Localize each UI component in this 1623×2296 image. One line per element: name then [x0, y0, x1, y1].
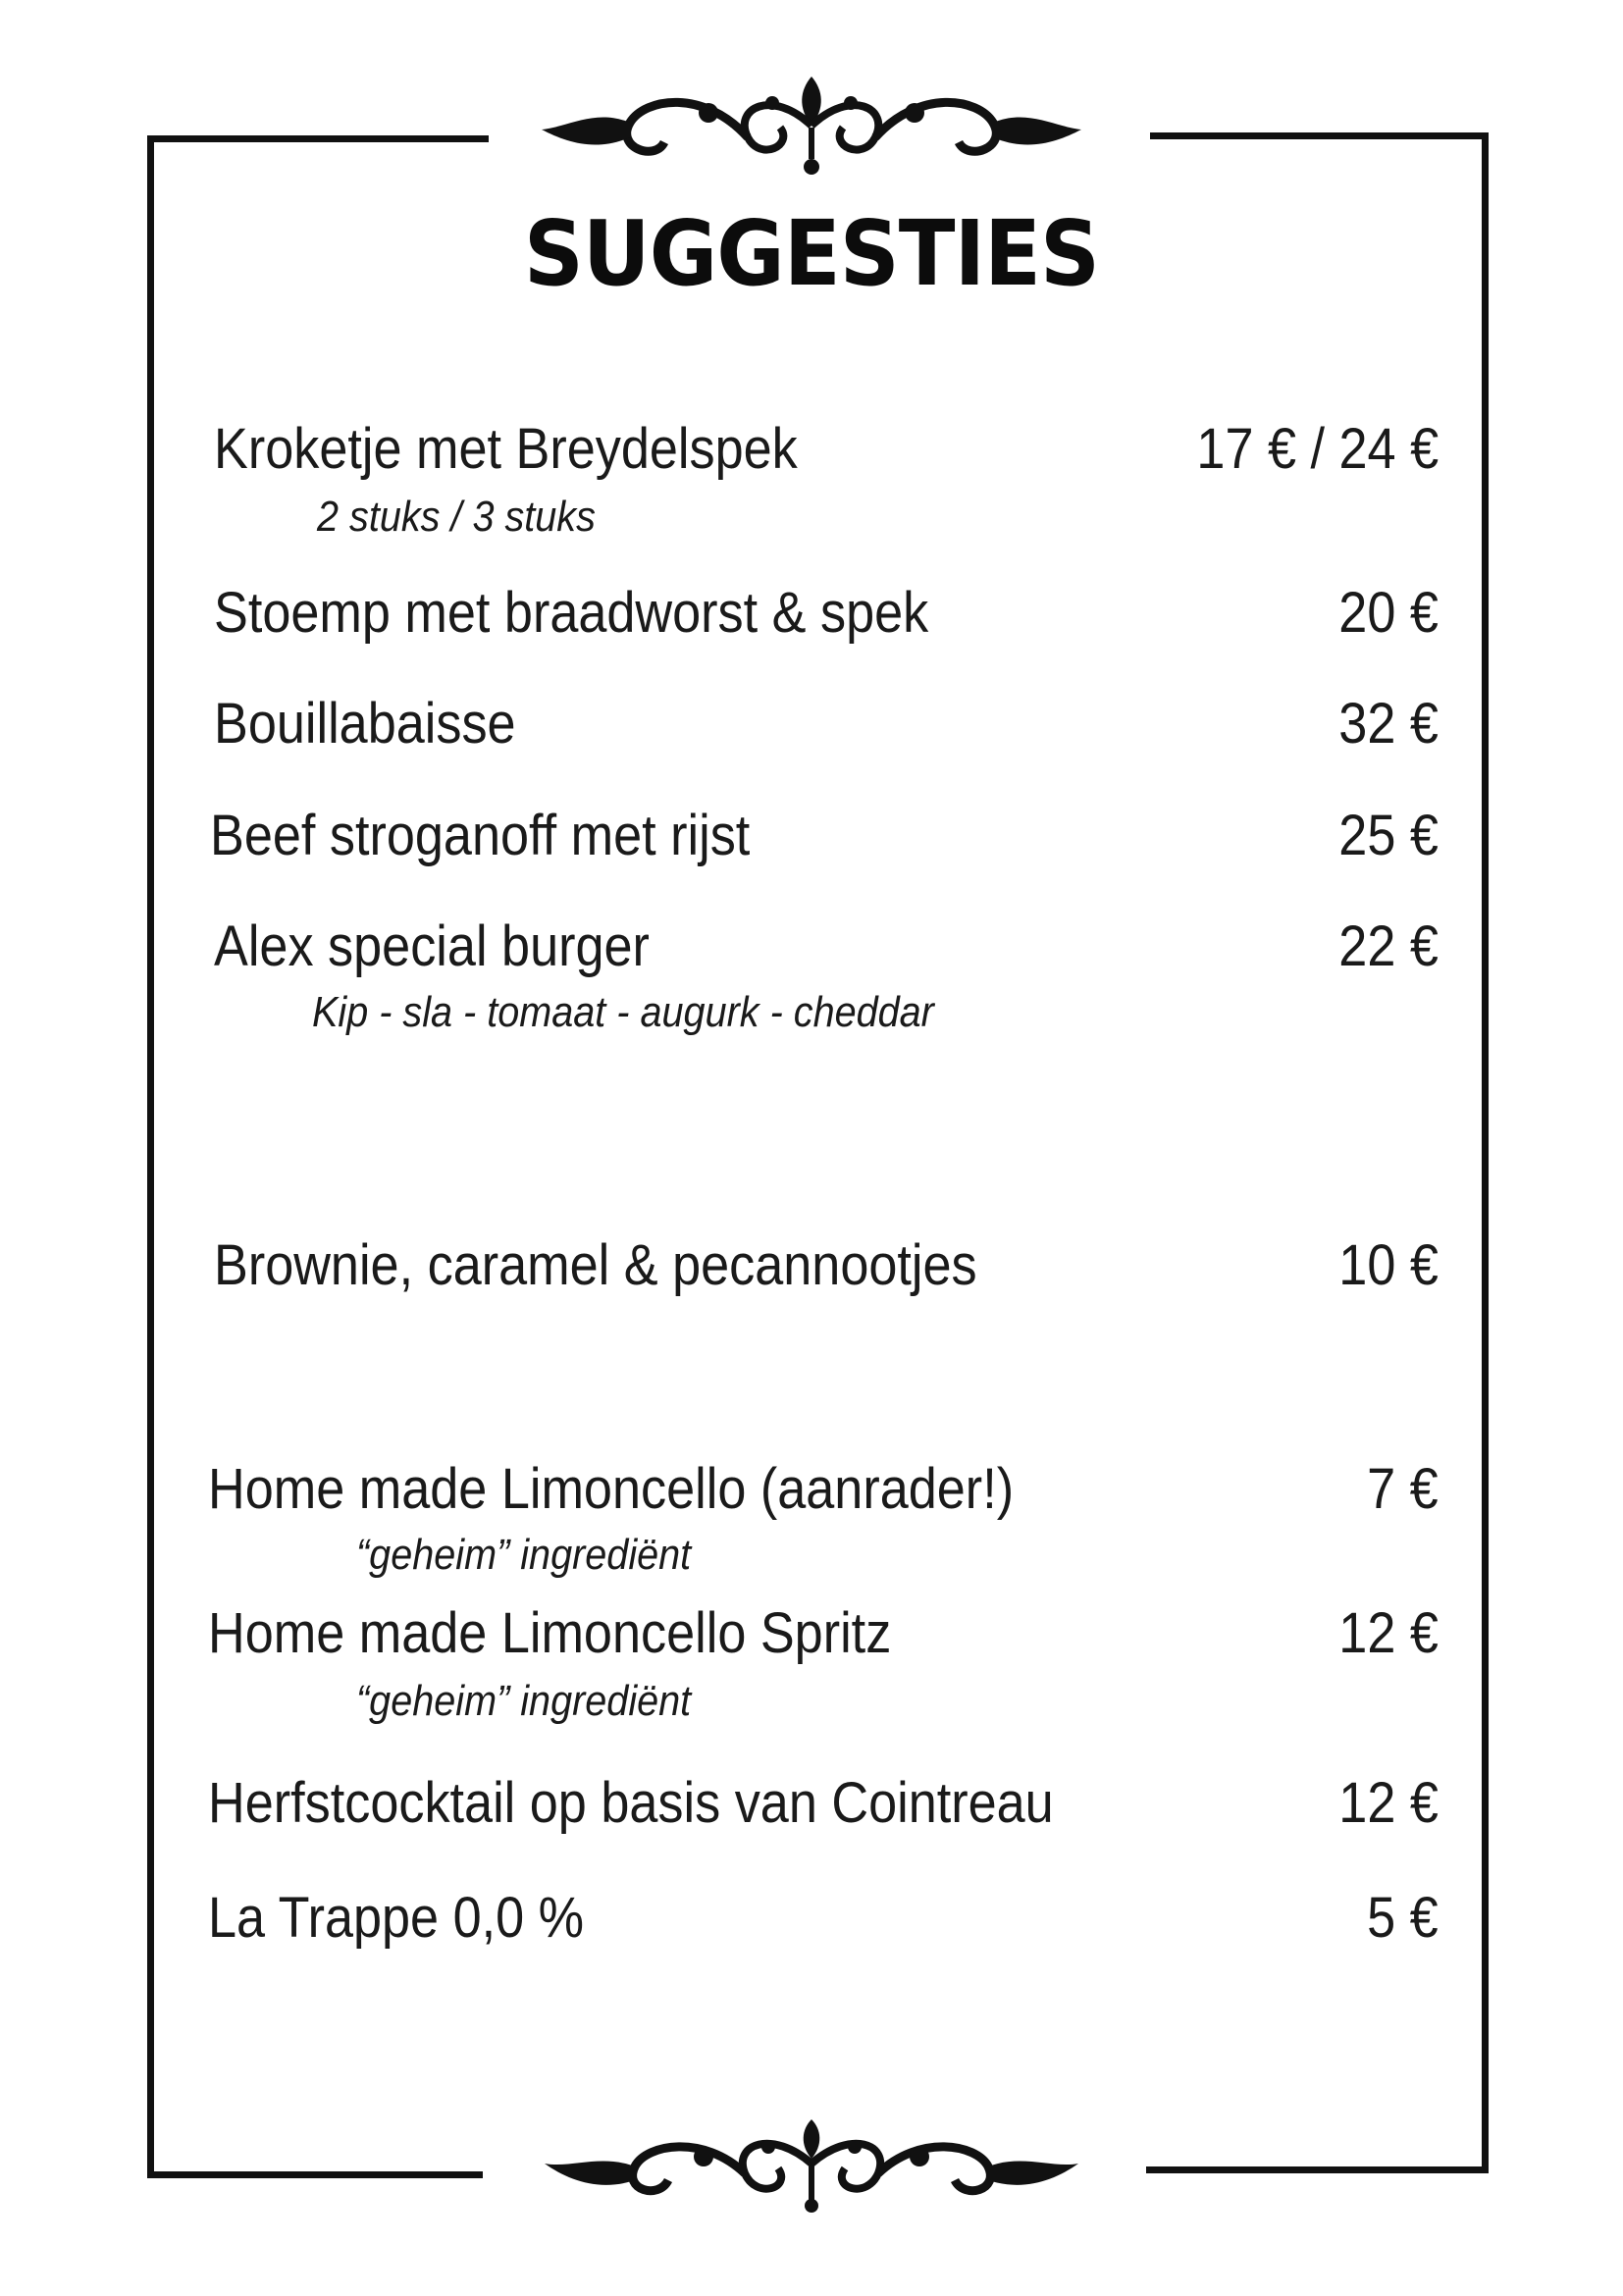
menu-item-name: Bouillabaisse [214, 692, 516, 756]
menu-item-price: 17 € / 24 € [1196, 417, 1439, 481]
menu-item-name: Herfstcocktail op basis van Cointreau [208, 1771, 1054, 1835]
menu-item-name: Beef stroganoff met rijst [210, 804, 751, 867]
top-flourish-ornament-icon [537, 69, 1086, 177]
page-title: SUGGESTIES [523, 201, 1100, 306]
menu-item-price: 12 € [1338, 1601, 1439, 1665]
menu-item-note: Kip - sla - tomaat - augurk - cheddar [312, 988, 934, 1036]
menu-item-price: 25 € [1338, 804, 1439, 867]
bottom-flourish-ornament-icon [537, 2110, 1086, 2218]
menu-item-name: Home made Limoncello Spritz [208, 1601, 892, 1665]
menu-item-price: 22 € [1338, 914, 1439, 978]
frame-left [147, 135, 154, 2178]
menu-item-name: Stoemp met braadworst & spek [214, 581, 929, 645]
menu-item-price: 5 € [1367, 1886, 1439, 1950]
frame-bottom-left [147, 2171, 483, 2178]
frame-bottom-right [1146, 2166, 1489, 2173]
menu-item-name: Alex special burger [214, 914, 650, 978]
menu-item-name: Home made Limoncello (aanrader!) [208, 1457, 1015, 1521]
menu-item-note: “geheim” ingrediënt [356, 1531, 692, 1579]
menu-item-name: Brownie, caramel & pecannootjes [214, 1233, 977, 1297]
menu-item-note: 2 stuks / 3 stuks [317, 493, 596, 541]
menu-item-name: La Trappe 0,0 % [208, 1886, 585, 1950]
menu-item-price: 32 € [1338, 692, 1439, 756]
menu-item-price: 12 € [1338, 1771, 1439, 1835]
frame-top-left [147, 135, 489, 142]
menu-item-price: 20 € [1338, 581, 1439, 645]
menu-item-name: Kroketje met Breydelspek [214, 417, 798, 481]
frame-top-right [1150, 132, 1489, 139]
frame-right [1482, 132, 1489, 2173]
menu-item-price: 7 € [1367, 1457, 1439, 1521]
menu-item-price: 10 € [1338, 1233, 1439, 1297]
menu-item-note: “geheim” ingrediënt [356, 1677, 692, 1725]
